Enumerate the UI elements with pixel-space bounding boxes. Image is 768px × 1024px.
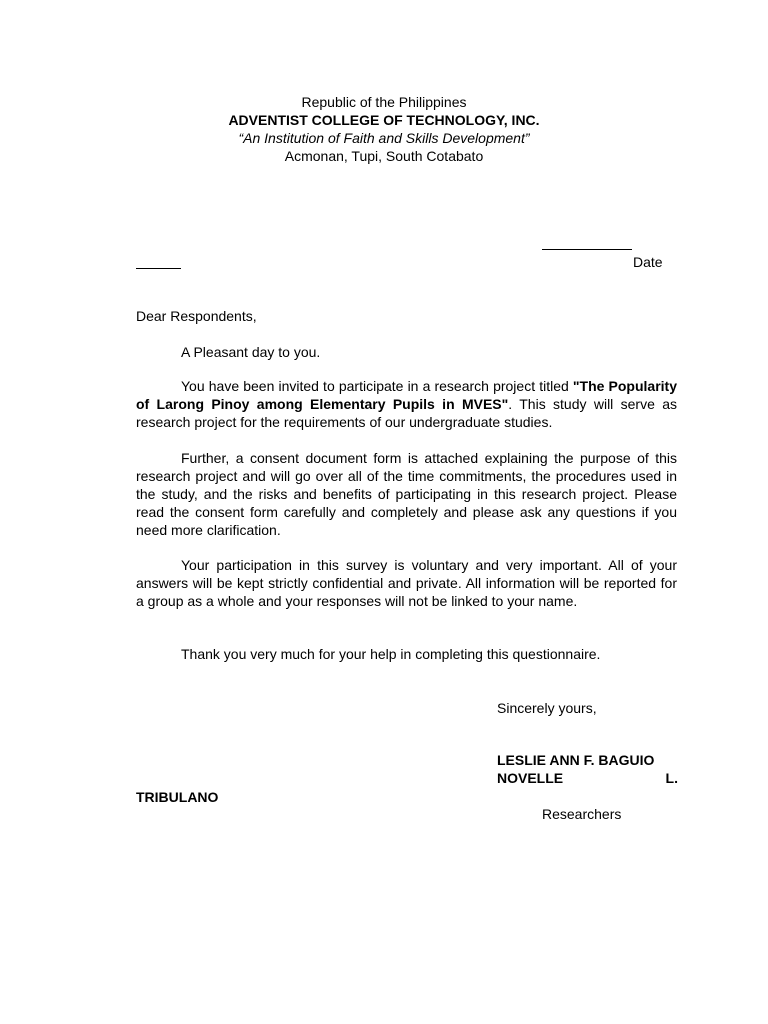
paragraph-confidentiality: Your participation in this survey is voluntary and very important. All of your answers will be kept strictly confidential and private. All information will be reported for a group as a whole and your responses will not be linked to your name. xyxy=(136,557,677,609)
signatory-role: Researchers xyxy=(542,806,622,822)
institution-address: Acmonan, Tupi, South Cotabato xyxy=(284,148,484,164)
paragraph-invitation xyxy=(136,377,677,431)
signatory-name-2-line xyxy=(497,769,678,787)
paragraph-invitation-lead: You have been invited to participate in a research project titled xyxy=(181,378,573,394)
paragraph-invitation-tail: . This study will serve as research project for the requirements of our undergraduate studies. xyxy=(136,396,677,430)
signatory-name-2-last: TRIBULANO xyxy=(136,789,219,805)
left-underline xyxy=(136,268,181,269)
signatory-name-1: LESLIE ANN F. BAGUIO xyxy=(497,752,655,768)
institution-motto: “An Institution of Faith and Skills Development” xyxy=(238,130,530,146)
thanks-line: Thank you very much for your help in completing this questionnaire. xyxy=(181,646,601,662)
greeting: A Pleasant day to you. xyxy=(181,344,321,360)
signatory-name-2-first: NOVELLE xyxy=(497,770,564,786)
research-title: "The Popularity of Larong Pinoy among Elementary Pupils in MVES" xyxy=(136,378,677,412)
date-underline xyxy=(542,249,632,250)
paragraph-consent: Further, a consent document form is attached explaining the purpose of this research project and will go over all of the time commitments, the procedures used in the study, and the risks and benefits of participating in this research project. Please read the consent form carefully and completely and please ask any questions if you need more clarification. xyxy=(136,450,677,538)
closing: Sincerely yours, xyxy=(497,700,597,716)
date-label: Date xyxy=(633,254,663,270)
country-line: Republic of the Philippines xyxy=(301,94,467,110)
institution-name: ADVENTIST COLLEGE OF TECHNOLOGY, INC. xyxy=(228,112,540,128)
salutation: Dear Respondents, xyxy=(136,308,257,324)
signatory-name-2-initial: L. xyxy=(665,770,678,786)
